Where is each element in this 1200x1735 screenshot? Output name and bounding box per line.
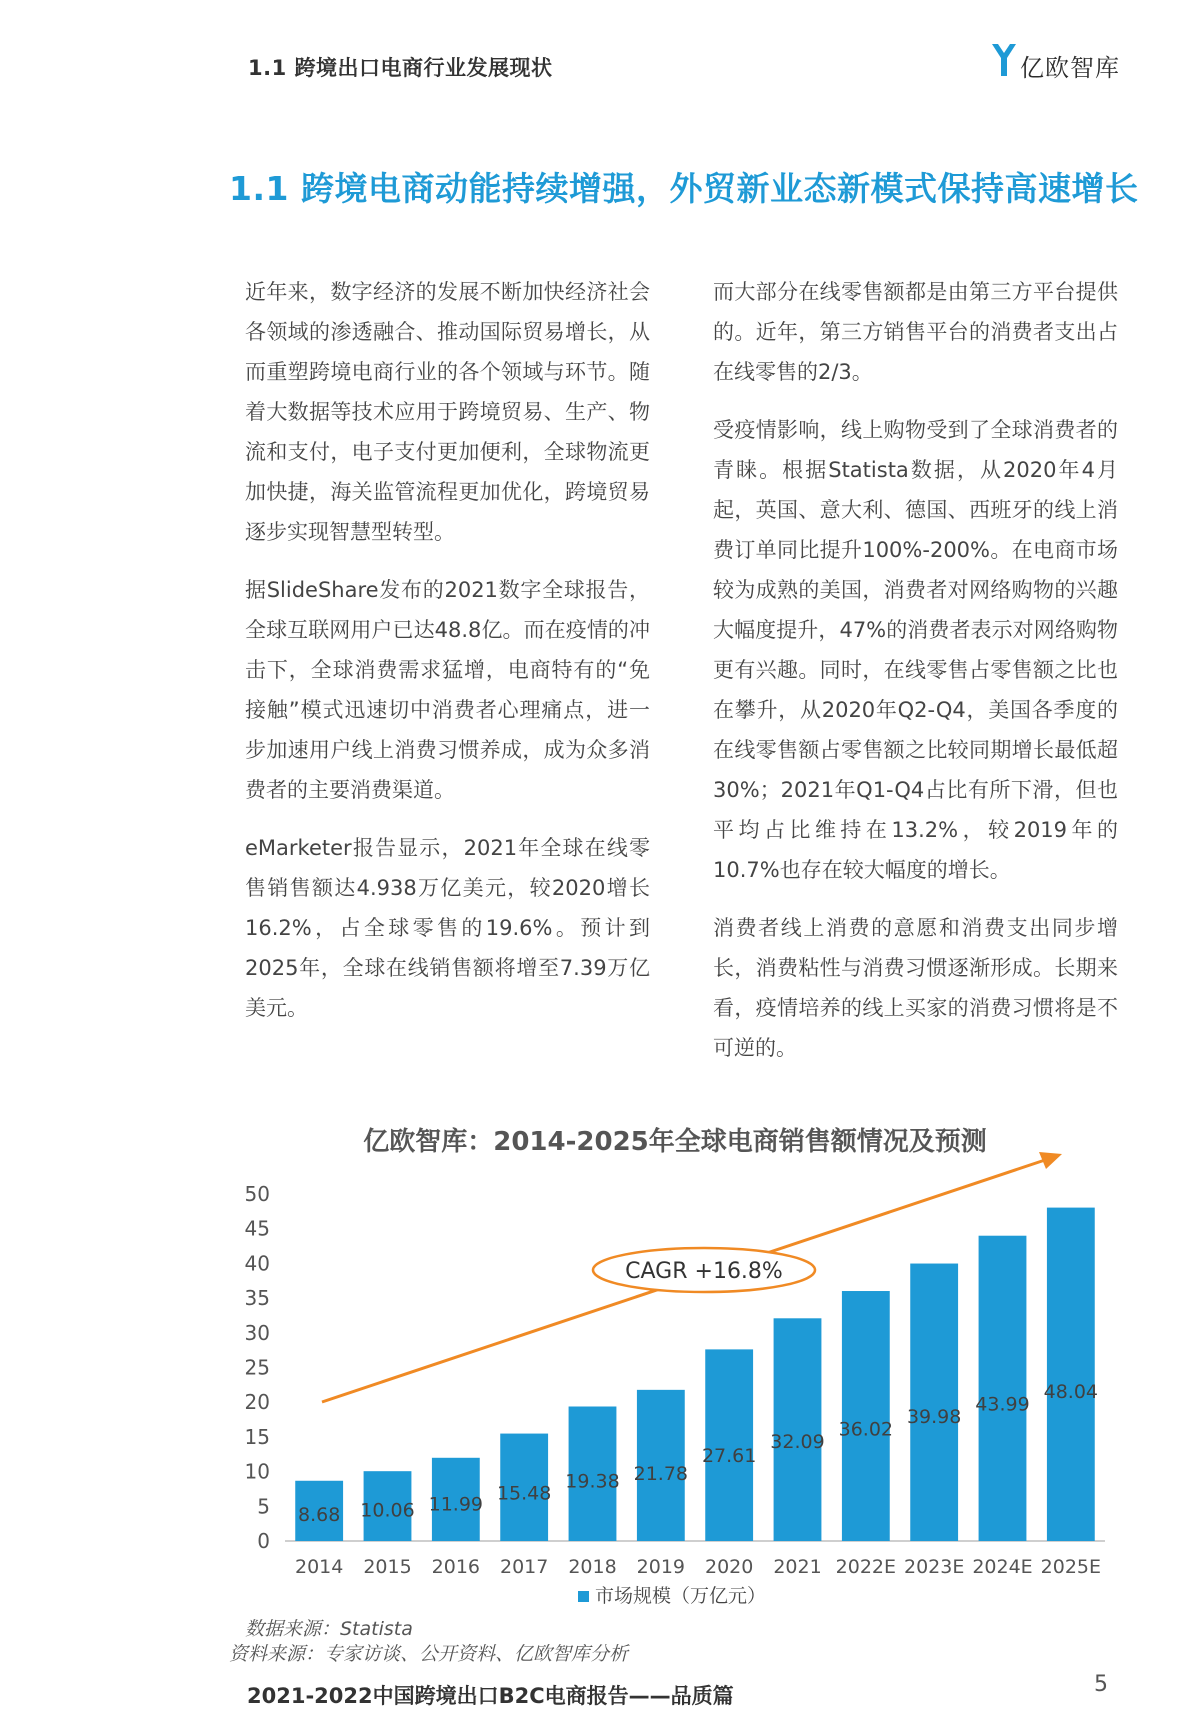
legend-swatch: [578, 1591, 589, 1602]
data-label-2021: 32.09: [770, 1430, 825, 1453]
data-source-note: 数据来源：Statista: [245, 1618, 413, 1640]
y-tick-label: 15: [244, 1424, 270, 1449]
y-tick-label: 45: [244, 1216, 270, 1241]
data-label-2017: 15.48: [496, 1482, 552, 1505]
y-tick-label: 40: [244, 1251, 270, 1276]
x-tick-label: 2022E: [835, 1556, 897, 1578]
x-tick-label: 2025E: [1040, 1556, 1102, 1578]
logo-mark-icon: [990, 42, 1018, 78]
cagr-label: CAGR +16.8%: [625, 1259, 783, 1284]
paragraph-third-party-platform: 而大部分在线零售额都是由第三方平台提供的。近年，第三方销售平台的消费者支出占在线零售的2/3。: [713, 280, 1118, 384]
y-tick-label: 5: [257, 1494, 270, 1519]
brand-logo: [990, 42, 1140, 82]
data-label-2020: 27.61: [701, 1444, 757, 1467]
section-header-title: 1.1 跨境出口电商行业发展现状: [248, 56, 553, 80]
data-label-2016: 11.99: [428, 1493, 484, 1516]
data-label-2023E: 39.98: [906, 1406, 962, 1429]
paragraph-digital-economy: 近年来，数字经济的发展不断加快经济社会各领域的渗透融合、推动国际贸易增长，从而重塑跨境电商行业的各个领域与环节。随着大数据等技术应用于跨境贸易、生产、物流和支付，电子支付更加便利，全球物流更加快捷，海关监管流程更加优化，跨境贸易逐步实现智慧型转型。: [245, 280, 650, 544]
x-tick-label: 2016: [431, 1556, 481, 1578]
legend-label: 市场规模（万亿元）: [595, 1585, 767, 1607]
paragraph-slideshare: 据SlideShare发布的2021数字全球报告，全球互联网用户已达48.8亿。而在疫情的冲击下，全球消费需求猛增，电商特有的“免接触”模式迅速切中消费者心理痛点，进一步加速用户线上消费习惯养成，成为众多消费者的主要消费渠道。: [245, 578, 650, 802]
bar-2024E: [979, 1236, 1027, 1541]
y-tick-label: 25: [244, 1355, 270, 1380]
paragraph-consumer-habits: 消费者线上消费的意愿和消费支出同步增长，消费粘性与消费习惯逐渐形成。长期来看，疫情培养的线上买家的消费习惯将是不可逆的。: [713, 916, 1118, 1060]
chart-title: 亿欧智库：2014-2025年全球电商销售额情况及预测: [363, 1127, 987, 1157]
y-tick-label: 0: [257, 1529, 270, 1553]
y-tick-label: 10: [244, 1459, 270, 1484]
data-label-2025E: 48.04: [1043, 1380, 1099, 1403]
body-left-column: [245, 272, 650, 1046]
x-tick-label: 2019: [636, 1556, 686, 1578]
x-tick-label: 2021: [773, 1556, 822, 1578]
paragraph-emarketer: eMarketer报告显示，2021年全球在线零售销售额达4.938万亿美元，较2020增长16.2%，占全球零售的19.6%。预计到2025年，全球在线销售额将增至7.39万亿美元。: [245, 836, 650, 1020]
data-label-2024E: 43.99: [975, 1393, 1030, 1416]
x-tick-label: 2023E: [903, 1556, 965, 1578]
bar-2022E: [842, 1291, 890, 1541]
y-tick-label: 50: [244, 1182, 270, 1206]
data-label-2019: 21.78: [633, 1462, 689, 1485]
data-label-2015: 10.06: [360, 1499, 415, 1522]
paragraph-pandemic-impact: 受疫情影响，线上购物受到了全球消费者的青睐。根据Statista数据，从2020年4月起，英国、意大利、德国、西班牙的线上消费订单同比提升100%-200%。在电商市场较为成熟的美国，消费者对网络购物的兴趣大幅度提升，47%的消费者表示对网络购物更有兴趣。同时，在线零售占零售额之比也在攀升，从2020年Q2-Q4，美国各季度的在线零售额占零售额之比较同期增长最低超30%；2021年Q1-Q4占比有所下滑，但也平均占比维持在13.2%，较2019年的10.7%也存在较大幅度的增长。: [713, 418, 1118, 882]
data-label-2018: 19.38: [565, 1470, 620, 1493]
x-tick-label: 2020: [704, 1556, 754, 1578]
x-tick-label: 2024E: [972, 1556, 1033, 1578]
y-tick-label: 30: [244, 1320, 270, 1345]
page-main-heading: 1.1 跨境电商动能持续增强，外贸新业态新模式保持高速增长: [229, 169, 1139, 208]
body-right-column: [713, 272, 1118, 1086]
y-tick-label: 20: [244, 1390, 270, 1415]
data-label-2014: 8.68: [298, 1503, 341, 1526]
bar-2025E: [1047, 1208, 1095, 1541]
x-tick-label: 2014: [294, 1556, 344, 1578]
page-number: 5: [1094, 1672, 1108, 1697]
bar-2021: [774, 1318, 822, 1541]
y-tick-label: 35: [244, 1286, 270, 1311]
bar-2023E: [910, 1264, 958, 1541]
ecommerce-sales-chart: [0, 1140, 1200, 1630]
x-tick-label: 2017: [499, 1556, 549, 1578]
footer-report-title: 2021-2022中国跨境出口B2C电商报告——品质篇: [247, 1684, 734, 1708]
x-tick-label: 2015: [363, 1556, 412, 1578]
logo-text: 亿欧智库: [1020, 54, 1120, 82]
data-label-2022E: 36.02: [838, 1418, 894, 1441]
info-source-note: 资料来源：专家访谈、公开资料、亿欧智库分析: [229, 1643, 629, 1665]
x-tick-label: 2018: [568, 1556, 617, 1578]
